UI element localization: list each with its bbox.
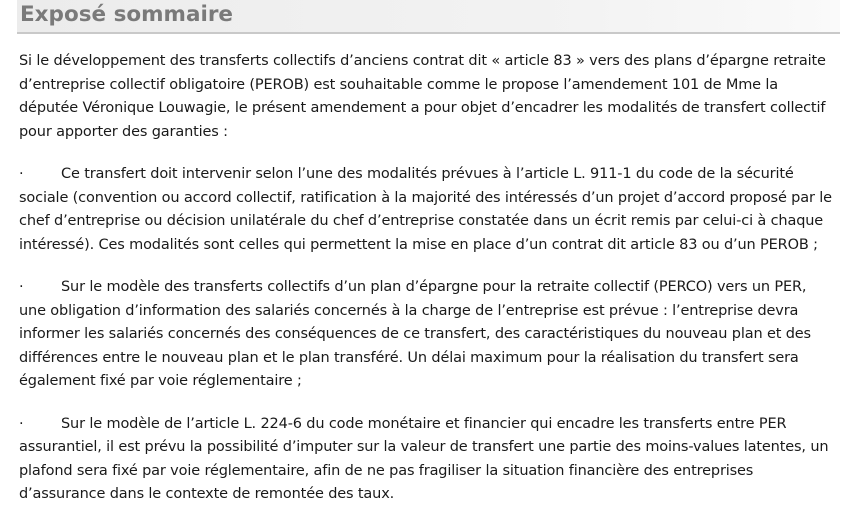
section-header <box>17 0 840 34</box>
bullet-icon: · <box>19 415 24 432</box>
bullet-icon: · <box>19 166 24 182</box>
bullet-text: Ce transfert doit intervenir selon l’une des modalités prévues à l’article L. 911-1 du code de la sécurité sociale (convention ou accord collectif, ratification à la majorité des intéressés d’un projet d’accord proposé par le chef d’entreprise ou décision unilatérale du chef d’entreprise constatée dans un écrit remis par celui-ci à chaque intéressé). Ces modalités sont celles qui permettent la mise en place d’un contrat dit article 83 ou d’un PEROB ; <box>19 166 832 253</box>
bullet-item <box>19 163 834 257</box>
bullet-item <box>19 276 834 394</box>
intro-paragraph: Si le développement des transferts collectifs d’anciens contrat dit « article 83 » vers des plans d’épargne retraite d’entreprise collectif obligatoire (PEROB) est souhaitable comme le propose l’amendement 101 de Mme la députée Véronique Louwagie, le présent amendement a pour objet d’encadrer les modalités de transfert collectif pour apporter des garanties : <box>19 53 826 140</box>
summary-body <box>19 50 834 526</box>
bullet-text: Sur le modèle de l’article L. 224-6 du code monétaire et financier qui encadre les transferts entre PER assurantiel, il est prévu la possibilité d’imputer sur la valeur de transfert une partie des moins-values latentes, un plafond sera fixé par voie réglementaire, afin de ne pas fragiliser la situation financière des entreprises d’assurance dans le contexte de remontée des taux. <box>19 415 829 502</box>
bullet-item <box>19 413 834 507</box>
bullet-icon: · <box>19 279 24 295</box>
bullet-text: Sur le modèle des transferts collectifs d’un plan d’épargne pour la retraite collectif (PERCO) vers un PER, une obligation d’information des salariés concernés à la charge de l’entreprise est prévue : l’entreprise devra informer les salariés concernés des conséquences de ce transfert, des caractéristiques du nouveau plan et des différences entre le nouveau plan et le plan transféré. Un délai maximum pour la réalisation du transfert sera également fixé par voie réglementaire ; <box>19 279 811 389</box>
section-title: Exposé sommaire <box>20 2 234 27</box>
